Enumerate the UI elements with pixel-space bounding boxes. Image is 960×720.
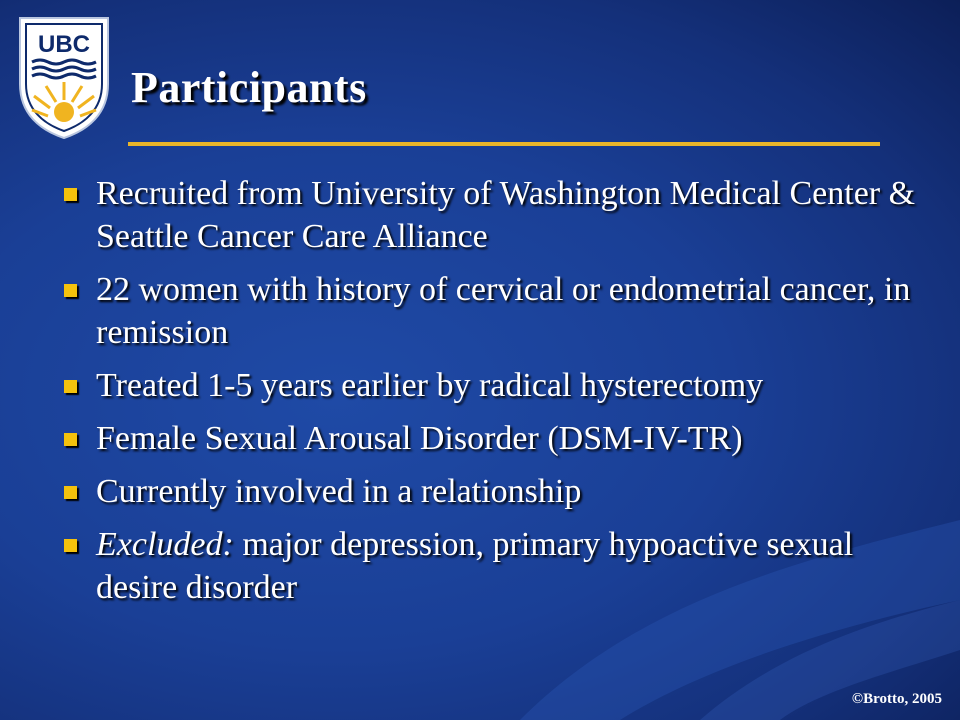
bullet-text: Currently involved in a relationship [96, 473, 582, 510]
square-bullet-icon [64, 486, 77, 499]
square-bullet-icon [64, 539, 77, 552]
bullet-item [58, 268, 938, 354]
slide-title: Participants [131, 63, 367, 112]
bullet-item [58, 364, 938, 407]
bullet-text: Recruited from University of Washington Medical Center & Seattle Cancer Care Alliance [96, 175, 916, 255]
square-bullet-icon [64, 188, 77, 201]
copyright-footer: ©Brotto, 2005 [851, 691, 942, 707]
svg-text:UBC: UBC [38, 31, 90, 58]
bullet-text: major depression, primary hypoactive sexual desire disorder [96, 526, 854, 606]
bullet-item [58, 470, 938, 513]
bullet-text: Treated 1-5 years earlier by radical hysterectomy [96, 367, 764, 404]
bullet-emphasis: Excluded: [96, 526, 234, 563]
square-bullet-icon [64, 380, 77, 393]
square-bullet-icon [64, 284, 77, 297]
bullet-list [58, 172, 938, 619]
square-bullet-icon [64, 433, 77, 446]
bullet-text: Female Sexual Arousal Disorder (DSM-IV-TR) [96, 420, 743, 457]
title-underline [128, 142, 880, 146]
bullet-item [58, 417, 938, 460]
bullet-text: 22 women with history of cervical or endometrial cancer, in remission [96, 271, 911, 351]
ubc-crest-icon [16, 14, 112, 142]
bullet-item [58, 172, 938, 258]
bullet-item [58, 523, 938, 609]
